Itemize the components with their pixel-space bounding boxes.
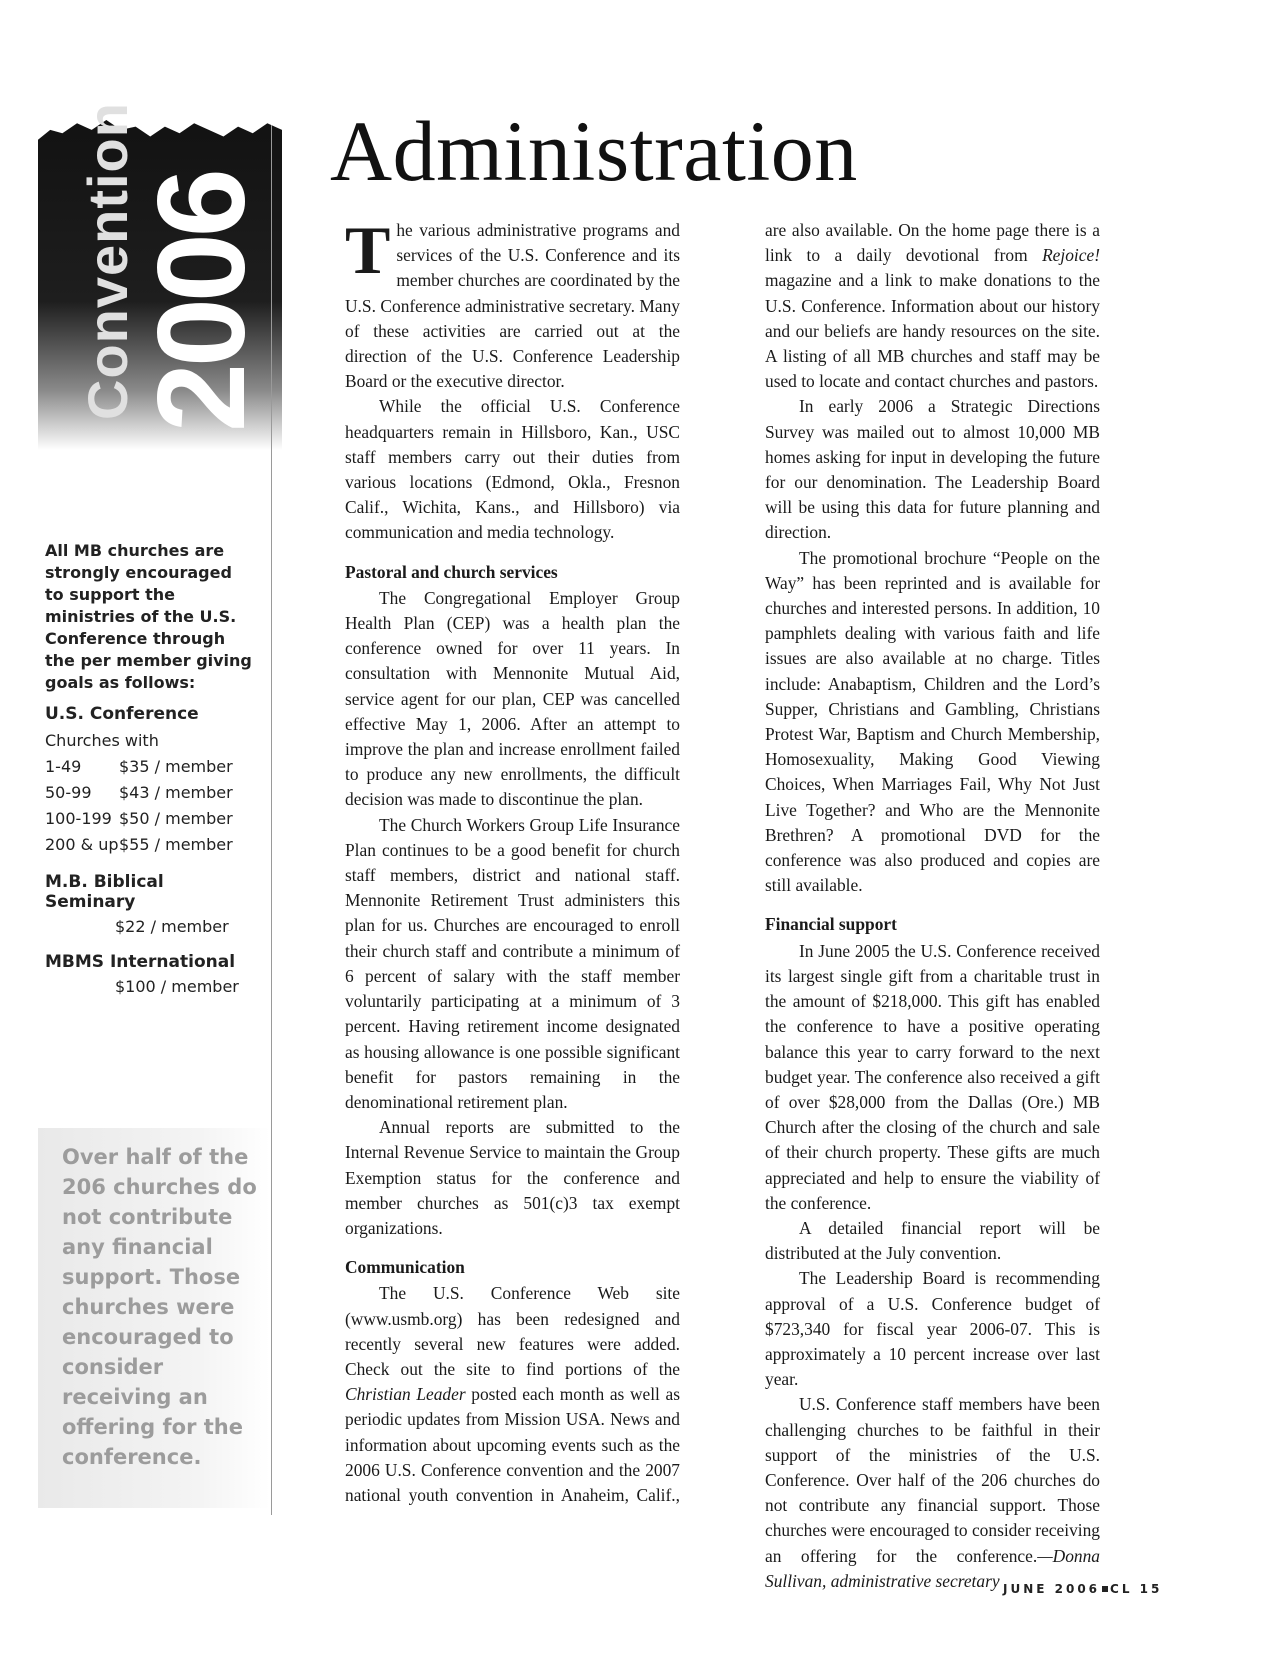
rate-range: 50-99 [45,783,92,802]
logo-year: 2006 [133,172,271,432]
section-heading-communication: Communication [345,1257,465,1278]
rate-amount: $50 / member [119,809,233,828]
mbms-heading: MBMS International [45,952,236,972]
usc-heading: U.S. Conference [45,704,199,724]
paragraph [345,1281,680,1508]
rate-range: 100-199 [45,809,112,828]
logo-word: Convention [76,102,139,420]
paragraph-text: magazine and a link to make donations to the U.S. Conference. Information about our history and our beliefs are handy resources on the site. A listing of all MB churches and staff may be used to locate and contact churches and pastors. [765,270,1100,392]
square-separator-icon [1102,1586,1108,1592]
paragraph-text: U.S. Conference staff members have been challenging churches to be faithful in their support of the ministries of the U.S. Conference. Over half of the 206 churches do not contribute any financial support. Those churches were encouraged to consider receiving an offering for the conference. [765,1394,1100,1566]
giving-intro: All MB churches are strongly encouraged to support the ministries of the U.S. Conference through the per member giving goals as follows: [45,541,252,692]
paragraph-text: are also available. On the home page there is a link to a daily devotional from [765,220,1100,266]
paragraph: Annual reports are submitted to the Internal Revenue Service to maintain the Group Exemption status for the conference and member churches as 501(c)3 tax exempt organizations. [345,1117,680,1238]
paragraph: In June 2005 the U.S. Conference received its largest single gift from a charitable trust in the amount of $218,000. This gift has enabled the conference to have a positive operating balance this year to carry forward to the next budget year. The conference also received a gift of over $28,000 from the Dallas (Ore.) MB Church after the closing of the church and sale of their church property. These gifts are much appreciated and help to ensure the viability of the conference. [765,940,1100,1213]
paragraph: The promotional brochure “People on the Way” has been reprinted and is available for churches and interested persons. In addition, 10 pamphlets dealing with various faith and life issues are also available at no charge. Titles include: Anabaptism, Children and the Lord’s Supper, Christians and Gambling, Christians Protest War, Baptism and Church Membership, Homosexuality, Making Good Viewing Choices, When Marriages Fail, Why Not Just Live Together? and Who are the Mennonite Brethren? A promotional DVD for the conference was also produced and copies are still available. [765,547,1100,896]
mbms-amount: $100 / member [115,977,239,996]
drop-cap: T [345,212,391,288]
paragraph [765,1392,1100,1594]
article-column-1 [345,212,680,1508]
rate-amount: $43 / member [119,783,233,802]
rate-amount: $35 / member [119,757,233,776]
rate-row [45,806,255,832]
paragraph-text: he various administrative programs and services of the U.S. Conference and its member churches are coordinated by the U.S. Conference administrative secretary. Many of these activities are carried out at the direction of the U.S. Conference Leadership Board or the executive director. [345,220,680,392]
seminary-rate [45,872,255,938]
mbms-rate [45,952,255,998]
rate-range: 1-49 [45,757,82,776]
paragraph-text: The U.S. Conference Web site (www.usmb.org) has been redesigned and recently several new features were added. Check out the site to find portions of the [345,1283,680,1379]
publication-name: Christian Leader [345,1384,466,1405]
rate-range: 200 & up [45,835,119,854]
seminary-heading: M.B. Biblical Seminary [45,872,164,912]
paragraph: A detailed financial report will be distributed at the July convention. [765,1217,1100,1264]
rate-row [45,780,255,806]
paragraph: In early 2006 a Strategic Directions Survey was mailed out to almost 10,000 MB homes asking for input in developing the future for our denomination. The Leadership Board will be using this data for future planning and direction. [765,396,1100,543]
giving-goals [45,540,255,1012]
article-column-2 [765,218,1100,1594]
footer-date: JUNE 2006 [1003,1582,1101,1596]
usc-rates [45,704,255,858]
author-signature: —Donna Sullivan, administrative secretary [765,1545,1100,1591]
page-footer [1003,1582,1162,1596]
section-heading-financial: Financial support [765,914,897,935]
paragraph-text: posted each month as well as periodic updates from Mission USA. News and information about upcoming events such as the 2006 U.S. Conference convention and the 2007 national youth convention in Anaheim, Calif., [345,1384,680,1505]
paragraph [345,212,680,394]
paragraph: The Church Workers Group Life Insurance Plan continues to be a good benefit for church staff members, district and national staff. Mennonite Retirement Trust administers this plan for us. Churches are encouraged to enroll their church staff and contribute a minimum of 6 percent of salary with the staff member voluntarily participating at a minimum of 3 percent. Having retirement income designated as housing allowance is one possible significant benefit for pastors remaining in the denominational retirement plan. [345,814,680,1112]
rate-amount: $55 / member [119,835,233,854]
rate-row [45,754,255,780]
pull-quote: Over half of the 206 churches do not contribute any financial support. Those churches were encouraged to consider receiving an offering for the conference. [62,1145,257,1469]
usc-subheading: Churches with [45,731,159,750]
footer-page: CL 15 [1110,1582,1163,1596]
section-heading-pastoral: Pastoral and church services [345,561,558,582]
paragraph: While the official U.S. Conference headquarters remain in Hillsboro, Kan., USC staff members carry out their duties from various locations (Edmond, Okla., Fresnon Calif., Wichita, Kans., and Hillsboro) via communication and media technology. [345,396,680,543]
paragraph: The Congregational Employer Group Health Plan (CEP) was a health plan the conference owned for over 11 years. In consultation with Mennonite Mutual Aid, service agent for our plan, CEP was cancelled effective May 1, 2006. After an attempt to improve the plan and increase enrollment failed to produce any new enrollments, the difficult decision was made to discontinue the plan. [345,587,680,810]
paragraph: The Leadership Board is recommending approval of a U.S. Conference budget of $723,340 for fiscal year 2006-07. This is approximately a 10 percent increase over last year. [765,1268,1100,1390]
page-title: Administration [330,103,858,199]
paragraph [765,218,1100,394]
rate-row [45,832,255,858]
seminary-amount: $22 / member [115,917,229,936]
sidebar-divider [271,125,272,1515]
publication-name: Rejoice! [1042,245,1100,266]
